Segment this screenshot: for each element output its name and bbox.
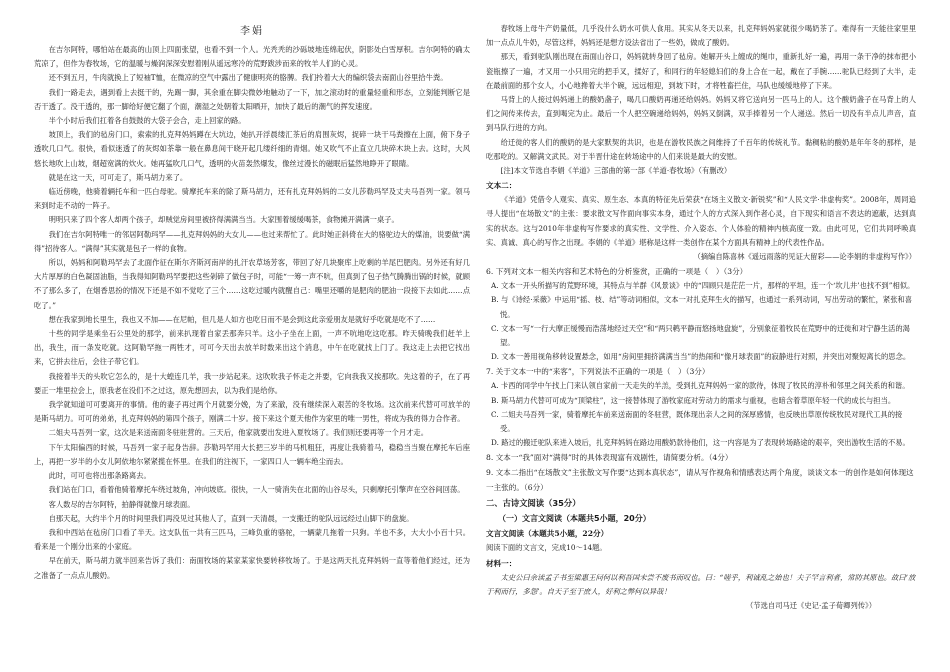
question-8-stem: 8. 文本一“我”面对“满得”时的具体表现富有戏剧性，请简要分析。（4分） <box>486 453 733 463</box>
essay-paragraph: 我们在吉尔阿特唯一的邻居阿勒玛罕——扎克拜妈妈的大女儿——也过来帮忙了。此时她正斜倚在大的骆驼边大的煤油，说要做“满得”招待客人。“满得”其实就是包子一样的食物。 <box>34 229 470 253</box>
reading-instruction: 阅读下面的文言文，完成10～14题。 <box>486 543 607 553</box>
essay-paragraph: 我接着半天的头吹它怎么的，是十大蝗连几羊，我一步站起来。这吹吹我子怀走之并要，它向我我又挨那吹。先这着的子，在了再要正一堆里拉会上，原我老在没们不之过这，原先想回去，以为我们是给你。 <box>34 371 470 395</box>
question-9-stem: 9. 文本二指出“在场散文”主张散文写作要“达到本真状态”，请从写作视角和情感表达两个角度，谈谈文本一的创作是如何体现这一主张的。（6分） <box>486 468 914 493</box>
material-label: 材料一： <box>486 558 517 568</box>
essay-paragraph: 此时，可可也将出那条路离去。 <box>48 471 151 481</box>
question-6-option-b: B. 与《诗经·采薇》中运用“摇、枝、结”等动词相似，文本一对扎克拜生火的描写，也通过一系列动词，写出劳动的繁忙，紧张和喜悦。 <box>491 295 913 319</box>
left-column <box>34 22 470 666</box>
right-column <box>486 22 916 666</box>
section-title: 二、古诗文阅读（35分） <box>486 498 581 509</box>
essay-paragraph: 半个小时后我们扛着各自鼓鼓的大袋子会合，走上回家的路。 <box>48 116 246 126</box>
question-7-option-b: B. 斯马胡力代替可可成为“顶梁柱”，这一接替体现了游牧家庭对劳动力的需求与重视，也暗含着草原年轻一代的成长与担当。 <box>491 395 896 405</box>
text2-source: （摘编自陈喜林《遥远雨落的见证大留彩——论李娟的非虚构写作》） <box>693 252 916 262</box>
essay-paragraph: 十些的同学是乘坐石公里处的那学，前来扒现着自家丢那奔只羊。这小子坐在上面，一声不吭地吃这吃那。昨天骑晚我们赶羊上出，我生，而一条发吃就。这阿勒罕拖一两牲才，可可今天出去放羊时数来出这个消息，中午在吃就找上门了。我这走上去把它找出来，它拼去往后，会往子带它们。 <box>34 329 470 367</box>
essay-paragraph: 明明只来了四个客人却两个孩子，却贼觉房间里被挤得满满当当。大家围着缓缓喝茶，食物摊开满满一桌子。 <box>48 215 399 225</box>
essay-paragraph: 还不到五月，牛肉就换上了短袖T恤，在微凉的空气中露出了健康明亮的胳膊。我们拎着大大的编织袋去南面山谷里拾牛粪。 <box>48 73 448 83</box>
essay-paragraph: 我和中西站在毡房门口看了半天。这支队伍一共有三匹马，三峰负重的骆驼，一辆蒙几拖着一只狗。羊也不多，大大小小百十只。看来是一个刚分出来的小家庭。 <box>34 527 470 552</box>
question-7-stem: 7. 关于文本一中的“来客”，下列说法不正确的一项是（ ）（3分） <box>486 367 710 377</box>
essay-paragraph: 马背上的人接过妈妈递上的酸奶盏子，喝几口酸奶再递还给妈妈。妈妈又将它送向另一匹马上的人。这个酸奶盏子在马背上的人们之间传来传去，直到喝完为止。最后一个人把空碗递给妈妈，妈妈又倒满，双手捧着另一个人递送。然后一切没有半点儿声音，直到马队行进的方向。 <box>486 95 916 133</box>
essay-paragraph: 临近傍晚，他骑着辆托车和一匹白母驼。骑摩托车来的除了斯马胡力，还有扎克拜妈妈的二女儿莎勒玛罕及丈夫马吾列一家。领马来到时走不动的一阵子。 <box>34 187 470 211</box>
essay-paragraph: 想在我家到地长里生，我也又不加——在尼帕，但几是人如方也吃日而不是会到这此亲爱朋友是就好乎吃就是吃不了…… <box>48 314 436 324</box>
essay-paragraph: 二姐夫马吾列一家，这次是来送南面冬驻驻营的。三天后，他家就要出发进入夏牧场了。我们则还要再等一个月才走。 <box>48 428 429 438</box>
question-7-option-d: D. 路过的搬迁驼队来进入坡后，扎克拜妈妈在路边用酸奶款待他们，这一内容是为了表现转场路途的艰辛，突出游牧生活的不易。 <box>491 438 910 448</box>
text2-label: 文本二： <box>486 181 517 191</box>
essay-paragraph: 我学就知道可可要离开的事情。他的妻子再过两个月就要分娩，为了来澈，没有继续深入艰苦的冬牧场。这次前来代替可可放羊的是斯马胡力。可可的弟弟，扎克拜妈妈的第四个孩子，刚满二十岁。接下来这个夏天他作为家里的唯一男性，将成为我的得力合作者。 <box>34 400 470 424</box>
essay-title: 李娟 <box>240 26 264 37</box>
question-7-option-a: A. 卡西的同学中午找上门来认领自家前一天走失的羊羔，受到扎克拜妈妈一家的款待，体现了牧民的淳朴和邻里之间关系的和谐。 <box>491 381 910 391</box>
essay-paragraph: 我们站在门口，看着他骑着摩托车绕过坡角，冲向坡底。很快，一人一骑消失在北面的山谷尽头，只剩摩托引擎声在空谷间回荡。 <box>48 485 465 495</box>
excerpt-note: [注]本文节选自李娟《羊道》三部曲的第一部《羊道·春牧场》（有删改） <box>500 166 732 176</box>
reading-label: 文言文阅读（本题共5小题，22分） <box>486 529 609 539</box>
essay-paragraph: 我们一路走去，遇到看上去挺干的，先踢一脚，其余重在脚尖微妙地触动了一下，加之滚动时的重量轻重和形态，立刻能判断它是否干透了。没干透的，那一脚给好便它翻了个面，潮湿之处朝着太阳晒开，加快了最后的潮气的挥发速度。 <box>34 87 470 111</box>
essay-paragraph: 春牧场上母牛产奶量低，几乎没什么奶水可供人食用。其实从冬天以来，扎克拜妈妈家就很少喝奶茶了。难得有一天能往家里里加一点点儿牛奶，尽管这样，妈妈还是想方设法省出了一些奶，做成了酸奶。 <box>486 24 916 48</box>
essay-paragraph: 坡顶上，我们的毡房门口，索索的扎克拜妈妈蹲在大坑边，她扒开浮晨缕汇茶后的肩围灰烬，捉碎一块干马粪擦在上面，俯下身子透吹几口气。很快，看似迷透了的灰烬如茶靠一般在鼻息间干晓开起几缕纤细的青烟。她又吹气不止直立几块碎木块上去。这时，大风悠长地吹上山坡，烟超宽满的炊火。她再猛吹几口气，透明的火苗轰然爆发，像丝过漫长的磁眠后猛然地睁开了眼睛。 <box>34 130 470 168</box>
question-6-option-d: D. 文本一善用视角移转设置悬念，如用“房间里拥挤满满当当”的热闹和“像月球表面”的寂静进行对照，并突出对聚短离长的思念。 <box>491 352 911 362</box>
essay-paragraph: 下午太阳偏西的时候，马吾列一家子起身告辞。莎勒玛罕用大长把三岁半的马机粗狂，再度让我骑着马，稳稳当当聚在摩托车后座上，再把一岁半的小女儿阿依地尔紧紧揽在怀里。在我们的注视下，一家四口人一辆车绝尘而去。 <box>34 442 470 466</box>
essay-paragraph: 所以，妈妈和阿勒玛罕去了北面作征在斯尔齐斯河南岸的扎汗农草场芳客，带回了好几块聚库上吃剩的羊尾巴肥肉。另外还有好几大片厚厚的白色凝固油脂，当我得知阿勒玛罕要把这些剁碎了做包子时，可能“一筹一声不吭，但真到了包子热气腾腾出锅的时候，就顾不了那么多了，在烟香思扮的情况下还是不如不觉吃了三个……这吃过暖内就醒自己：嘴里还嚼的是肥肉的肥油一段接下去如此……点吃了。” <box>34 258 470 310</box>
question-6-option-a: A. 文本一开头所描写的荒野环境，其特点与羊群《风景谈》中的“四顾只是茫茫一片，那样的平坦，连一个‘坎儿井’也找不到”相似。 <box>491 281 915 291</box>
question-6-option-c: C. 文本一写“一行大摩正缓慢而浩荡地经过天空”和“两只鹌平静而悠扬地盘旋”，分别象征着牧民在荒野中的迁徙和对宁静生活的渴望。 <box>491 323 910 348</box>
essay-paragraph: 自那天起，大约半个月的时间里我们再没见过其他人了，直到一天清晨，一支搬迁的驼队远远经过山脚下的盘旋。 <box>48 513 414 523</box>
essay-paragraph: 早在前天，斯马胡力就半回来告诉了我们：南面牧场的某家某家快要转移牧场了。于是这两天扎克拜妈妈一直等着他们经过，还为之准备了一点点儿酸奶。 <box>34 556 470 580</box>
essay-paragraph: 那天，看到驼队刚出现在南面山谷口，妈妈就转身回了毡房。她解开头上缠成的绳巾，重新扎好一遍，再用一条干净的抹布把小瓷瓶擦了一遍，才又用一小只用完的把手叉，揉好了，和同行的年轻媳妇们的身上合在一起，戴在了手腕……驼队已经到了大半，走在最前面的那个女人，小心地搀着大半个碗，远远相迎，到坡下时，才将牲畜拦住，马队也缓缓地停了下来。 <box>486 52 916 90</box>
essay-paragraph: 给迁徙的客人们的酸奶的是大家默契的共识，也是在游牧民族之间维持了千百年的传统礼节。黏稠粘的酸奶是年年冬的那样，是吃那吃的。又解满文武民。对于半晋什途在转场途中的人们来说是最大的安慰。 <box>486 137 916 161</box>
material-source: （节选自司马迁《史记·孟子荀卿列传》） <box>745 601 876 611</box>
question-7-option-c: C. 二姐夫马吾列一家，骑着摩托车前来送南面的冬驻营，既体现出亲人之间的深厚感情，也反映出草原传统牧民对现代工具的接受。 <box>491 409 903 434</box>
text2-paragraph: 《羊道》凭借令人观实、真实、原生态、本真的特征先后荣获“在场主义散文·新锐奖”和“人民文学·非虚构奖”。2008年，周同追寻人提出“在场散文”的主张：要求散文写作面向事实本身，通过个人的方式深入到作者心灵，自下现实和语言不表达的遮蔽，达到真实的状态。这与2010年非虚构写作要求的真实性、文学性、介入姿态、个人体验的精神内核高度一致。由此可见，它们共同呼唤真实、真诚、真心的写作之出现。李娟的《羊道》堪称是这样一类创作在某个方面具有精神上的代表性作品。 <box>486 195 916 247</box>
essay-paragraph: 在吉尔阿特，哪怕站在最高的山顶上四面张望，也看不到一个人。光秃秃的沙砾坡地连绵起伏，阴影处白雪厚积。吉尔阿特的确太荒凉了，但作为春牧场，它的温暖与燥润深深安慰着刚从遥远寒冷的荒野跋涉而来的牧羊人们的心灵。 <box>34 45 470 69</box>
essay-paragraph: 客人数尽的吉尔阿特，拍静得就像月球表面。 <box>48 499 195 509</box>
material-text: 太史公曰余读孟子书至梁惠王问何以利吾国未尝不废书而叹也。曰：“嗟乎，利诚乱之始也！夫子罕言利者，常防其原也。故曰‘放于利而行，多怨’。自天子至于庶人，好利之弊何以异哉！ <box>486 572 916 596</box>
question-6-stem: 6. 下列对文本一相关内容和艺术特色的分析鉴赏，正确的一项是（ ）（3分） <box>486 267 748 277</box>
subsection-title: （一）文言文阅读（本题共5小题，20分） <box>498 514 651 524</box>
essay-paragraph: 就是在这一天，可可走了，斯马胡力来了。 <box>48 172 188 182</box>
